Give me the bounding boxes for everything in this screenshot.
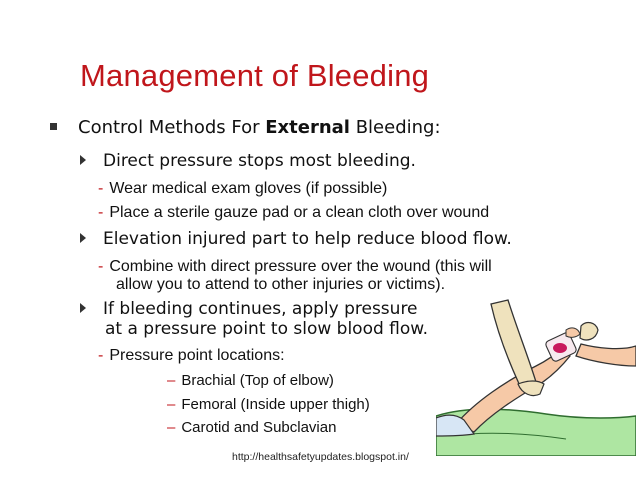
dash-bullet: - (98, 347, 104, 364)
point-text: Femoral (Inside upper thigh) (181, 396, 370, 413)
red-dash-bullet: – (167, 419, 176, 436)
sub-bullet-gloves (98, 180, 387, 198)
sub-bullet-locations (98, 347, 285, 365)
bullet-elevation (80, 229, 512, 249)
main-bullet-prefix: Control Methods For (78, 117, 266, 138)
triangle-bullet-icon (80, 303, 86, 313)
main-bullet-bold: External (265, 117, 350, 138)
point-femoral (167, 396, 370, 413)
sub-bullet-text: Place a sterile gauze pad or a clean cloth over wound (109, 204, 490, 221)
triangle-bullet-icon (80, 233, 86, 243)
bullet-pressure-point (80, 299, 418, 319)
dash-bullet: - (98, 258, 104, 275)
main-bullet-suffix: Bleeding: (349, 117, 441, 138)
point-carotid (167, 419, 336, 436)
dash-bullet: - (98, 180, 104, 197)
bullet-text: Elevation injured part to help reduce blood flow. (103, 229, 512, 249)
main-bullet (50, 117, 441, 138)
sub-bullet-text: Wear medical exam gloves (if possible) (109, 180, 388, 197)
triangle-bullet-icon (80, 155, 86, 165)
red-dash-bullet: – (167, 396, 176, 413)
dash-bullet: - (98, 204, 104, 221)
square-bullet-icon (50, 123, 57, 130)
sub-bullet-text: Pressure point locations: (109, 347, 285, 364)
sub-bullet-combine-cont: allow you to attend to other injuries or victims). (116, 276, 446, 293)
slide-title: Management of Bleeding (80, 58, 430, 93)
sub-bullet-gauze (98, 204, 489, 222)
bullet-text: Direct pressure stops most bleeding. (103, 151, 416, 171)
red-dash-bullet: – (167, 372, 176, 389)
bullet-pressure-point-cont: at a pressure point to slow blood flow. (105, 319, 429, 339)
bullet-direct-pressure (80, 151, 416, 171)
point-brachial (167, 372, 334, 389)
sub-bullet-combine (98, 258, 492, 276)
point-text: Brachial (Top of elbow) (181, 372, 334, 389)
footer-url: http://healthsafetyupdates.blogspot.in/ (232, 451, 409, 463)
point-text: Carotid and Subclavian (181, 419, 337, 436)
first-aid-arm-pressure-illustration (436, 296, 636, 456)
sub-bullet-text: Combine with direct pressure over the wound (this will (109, 258, 492, 275)
bullet-text: If bleeding continues, apply pressure (103, 299, 418, 319)
